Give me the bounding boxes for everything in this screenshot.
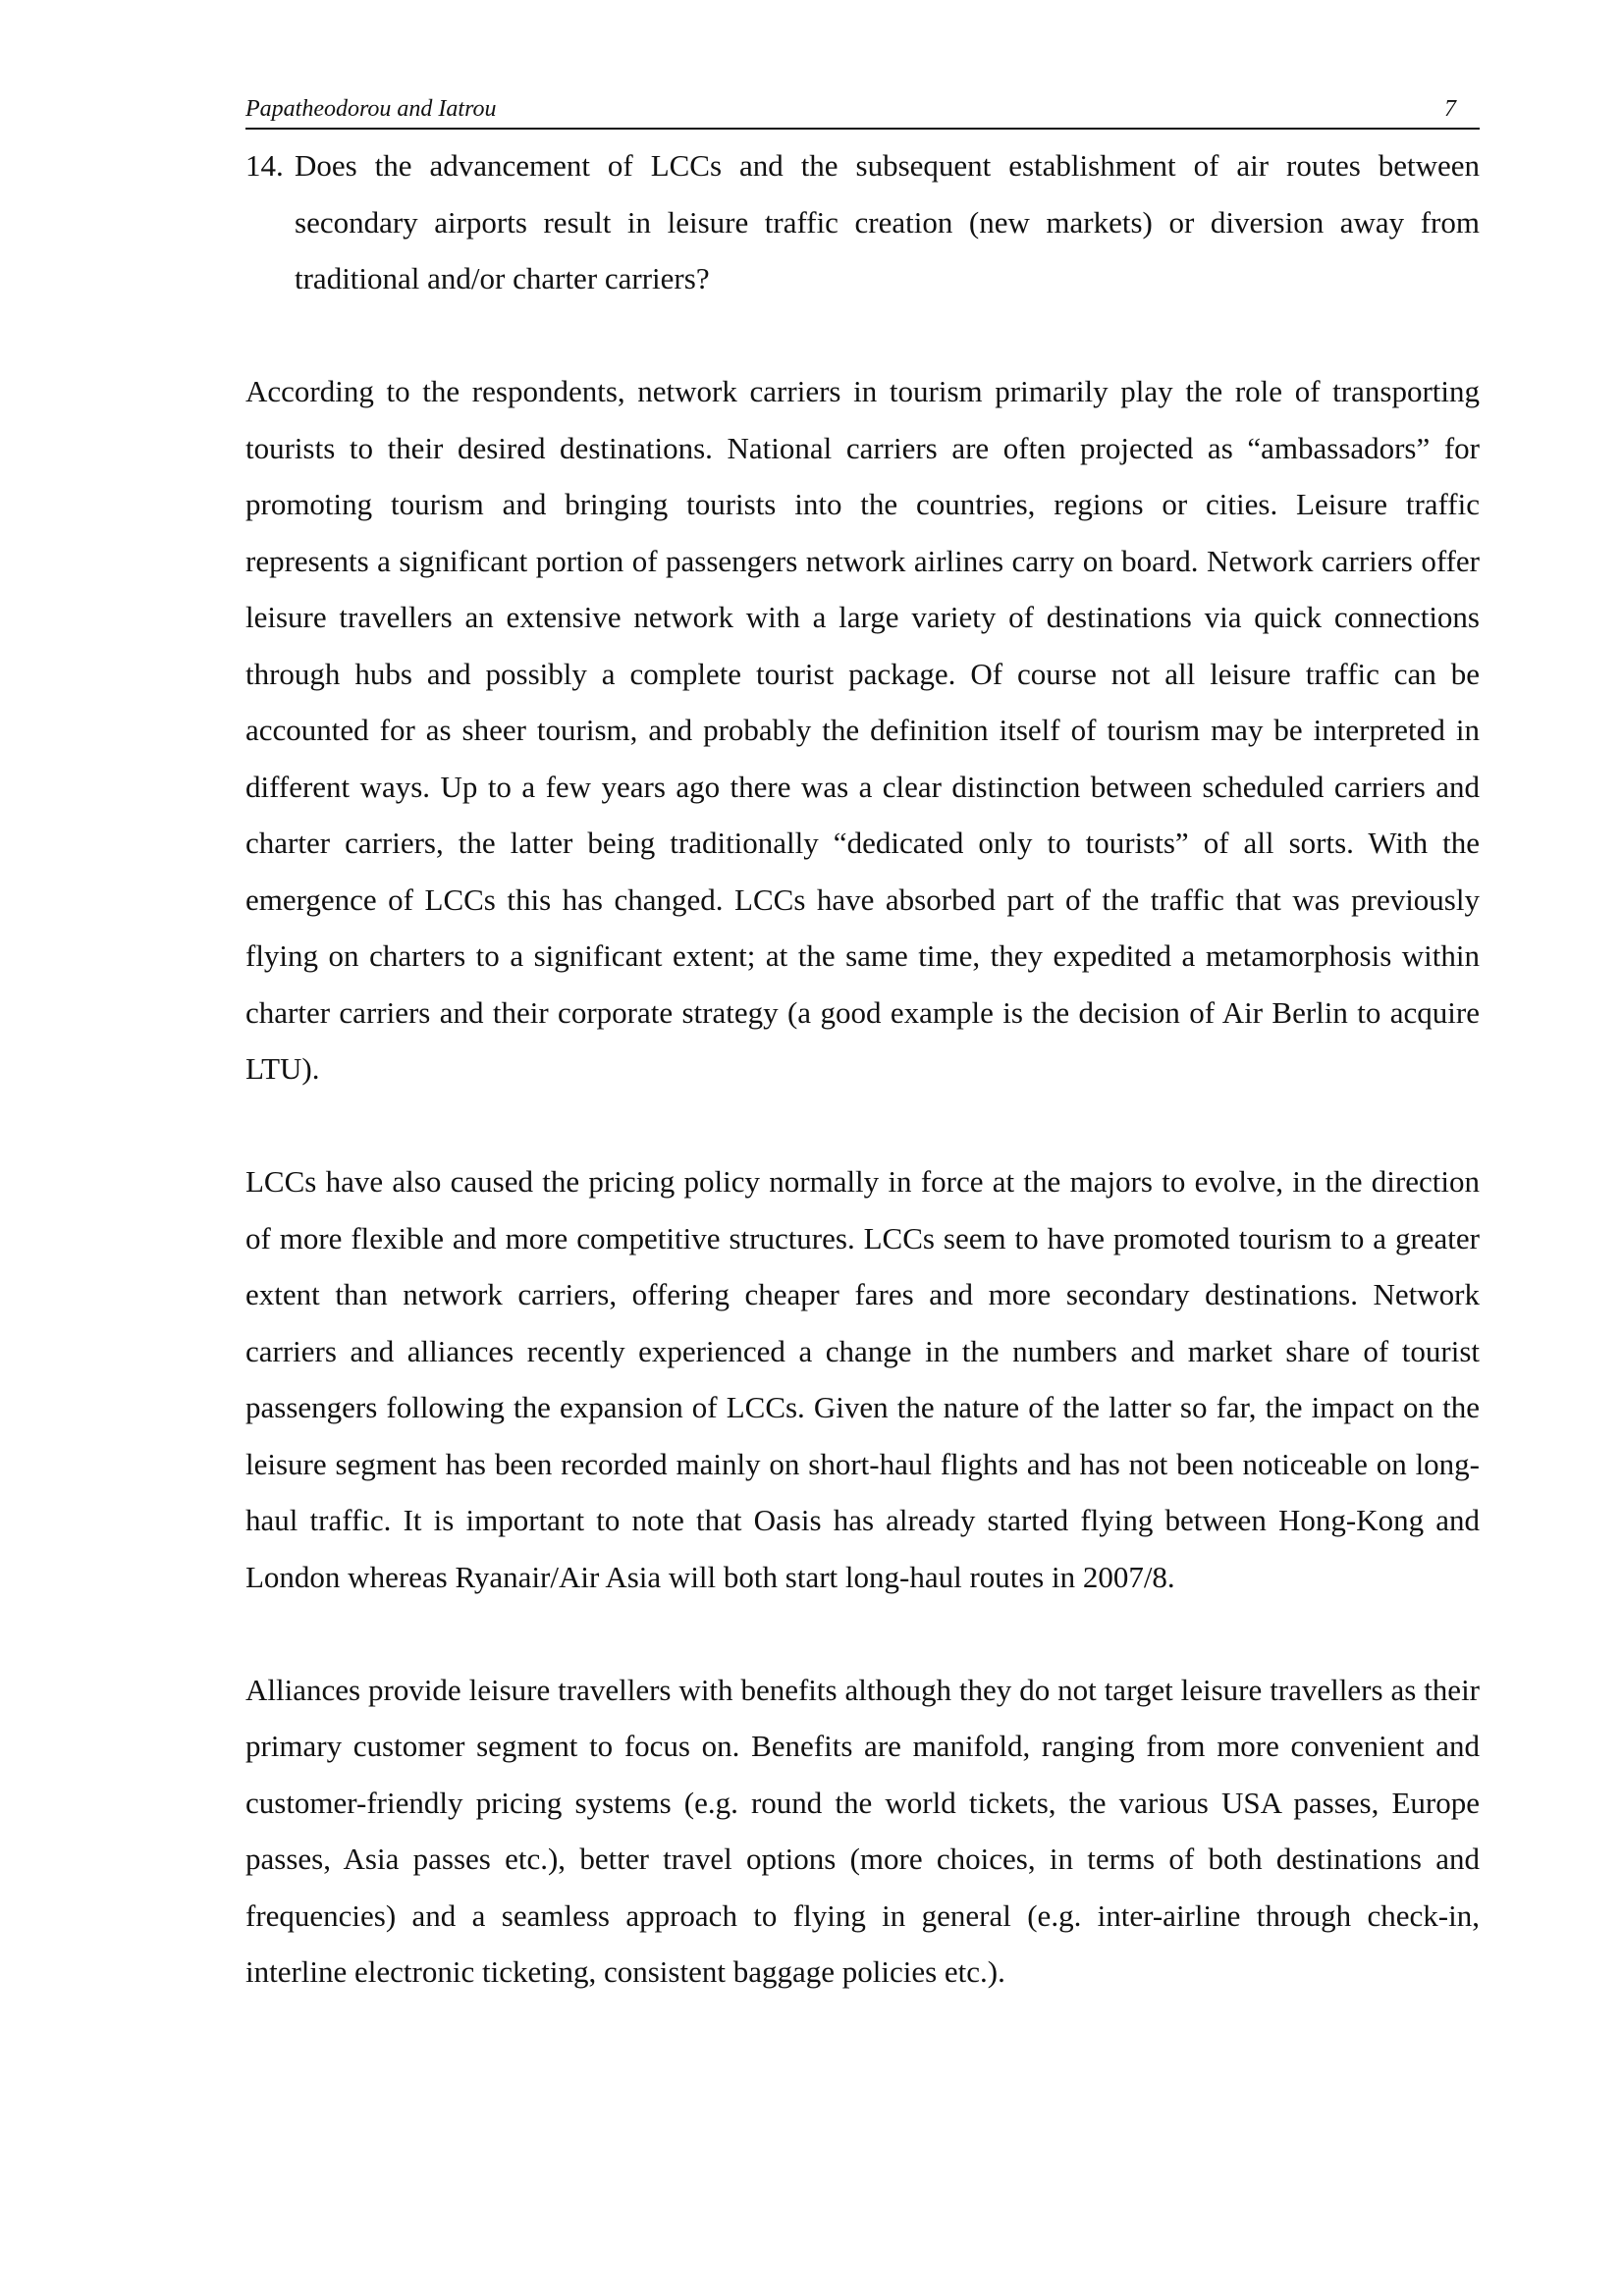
- document-page: [245, 94, 1480, 2001]
- running-header: [245, 94, 1480, 130]
- question-number: 14.: [245, 148, 284, 183]
- body-text: [245, 137, 1480, 2001]
- page-number: 7: [1444, 96, 1456, 122]
- paragraph-lcc-pricing: LCCs have also caused the pricing policy normally in force at the majors to evolve, in the direction of more flexible and more competitive structures. LCCs seem to have promoted tourism to a greater extent than network carriers, offering cheaper fares and more secondary destinations. Network carriers and alliances recently experienced a change in the numbers and market share of tourist passengers following the expansion of LCCs. Given the nature of the latter so far, the impact on the leisure segment has been recorded mainly on short-haul flights and has not been noticeable on long-haul traffic. It is important to note that Oasis has already started flying between Hong-Kong and London whereas Ryanair/Air Asia will both start long-haul routes in 2007/8.: [245, 1164, 1480, 1594]
- paragraph-network-carriers: According to the respondents, network carriers in tourism primarily play the role of transporting tourists to their desired destinations. National carriers are often projected as “ambassadors” for promoting tourism and bringing tourists into the countries, regions or cities. Leisure traffic represents a significant portion of passengers network airlines carry on board. Network carriers offer leisure travellers an extensive network with a large variety of destinations via quick connections through hubs and possibly a complete tourist package. Of course not all leisure traffic can be accounted for as sheer tourism, and probably the definition itself of tourism may be interpreted in different ways. Up to a few years ago there was a clear distinction between scheduled carriers and charter carriers, the latter being traditionally “dedicated only to tourists” of all sorts. With the emergence of LCCs this has changed. LCCs have absorbed part of the traffic that was previously flying on charters to a significant extent; at the same time, they expedited a metamorphosis within charter carriers and their corporate strategy (a good example is the decision of Air Berlin to acquire LTU).: [245, 374, 1480, 1086]
- paragraph-alliances: Alliances provide leisure travellers with benefits although they do not target leisure travellers as their primary customer segment to focus on. Benefits are manifold, ranging from more convenient and customer-friendly pricing systems (e.g. round the world tickets, the various USA passes, Europe passes, Asia passes etc.), better travel options (more choices, in terms of both destinations and frequencies) and a seamless approach to flying in general (e.g. inter-airline through check-in, interline electronic ticketing, consistent baggage policies etc.).: [245, 1672, 1480, 1989]
- question-text: Does the advancement of LCCs and the subsequent establishment of air routes between secondary airports result in leisure traffic creation (new markets) or diversion away from traditional and/or charter carriers?: [295, 148, 1480, 295]
- header-authors: Papatheodorou and Iatrou: [245, 96, 497, 122]
- question-item: [245, 137, 1480, 307]
